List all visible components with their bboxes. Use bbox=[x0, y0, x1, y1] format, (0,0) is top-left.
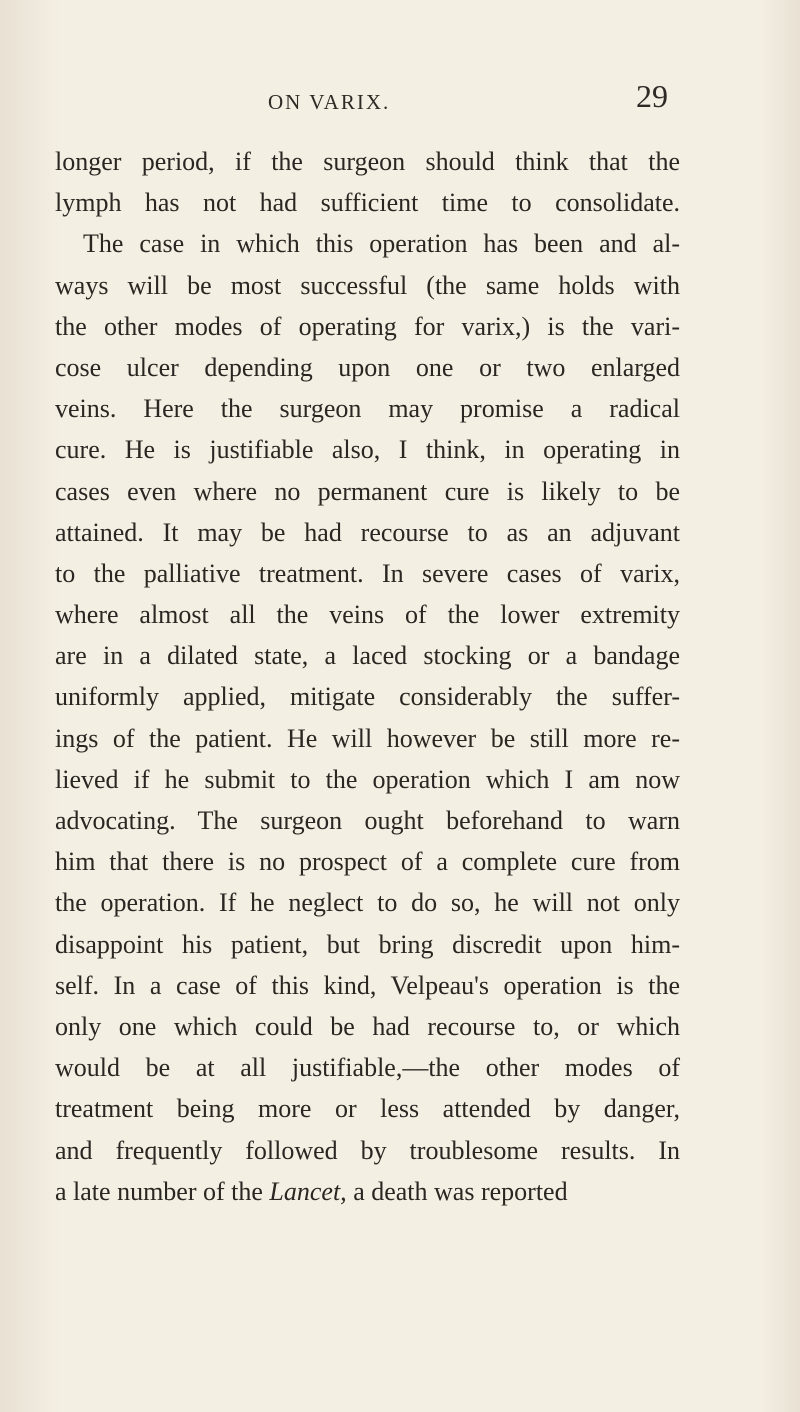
text-line: advocating. The surgeon ought beforehand to warn bbox=[55, 806, 680, 835]
text-line: treatment being more or less attended by danger, bbox=[55, 1094, 680, 1124]
text-line: the other modes of operating for varix,) is the vari- bbox=[55, 311, 680, 341]
text-line-last bbox=[55, 1171, 680, 1212]
text-line: the operation. If he neglect to do so, he will not only bbox=[55, 888, 680, 918]
text-line: lieved if he submit to the operation which I am now bbox=[55, 764, 680, 794]
text-line: disappoint his patient, but bring discredit upon him- bbox=[55, 929, 680, 959]
text-line: to the palliative treatment. In severe cases of varix, bbox=[55, 558, 680, 588]
page-header bbox=[0, 76, 800, 116]
text-line: ways will be most successful (the same holds with bbox=[55, 270, 680, 300]
text-line: cases even where no permanent cure is likely to be bbox=[55, 476, 680, 506]
text-line: attained. It may be had recourse to as an adjuvant bbox=[55, 517, 680, 547]
page-number: 29 bbox=[636, 78, 668, 114]
text-line: cose ulcer depending upon one or two enlarged bbox=[55, 352, 680, 382]
text-line: and frequently followed by troublesome results. In bbox=[55, 1135, 680, 1165]
text-line: would be at all justifiable,—the other modes of bbox=[55, 1053, 680, 1083]
text-line: cure. He is justifiable also, I think, in operating in bbox=[55, 435, 680, 465]
text-line: him that there is no prospect of a complete cure from bbox=[55, 847, 680, 877]
text-line: uniformly applied, mitigate considerably the suffer- bbox=[55, 682, 680, 712]
text-line: ings of the patient. He will however be still more re- bbox=[55, 723, 680, 753]
text-line: only one which could be had recourse to, or which bbox=[55, 1011, 680, 1041]
text-line: where almost all the veins of the lower extremity bbox=[55, 600, 680, 630]
text-line: self. In a case of this kind, Velpeau's operation is the bbox=[55, 970, 680, 1000]
text-line: longer period, if the surgeon should think that the bbox=[55, 147, 680, 176]
text-line: The case in which this operation has been and al- bbox=[83, 229, 680, 259]
body-text bbox=[55, 141, 680, 1212]
text-line: lymph has not had sufficient time to consolidate. bbox=[55, 188, 680, 218]
running-title: ON VARIX. bbox=[268, 90, 391, 114]
text-fragment: a late number of the bbox=[55, 1176, 270, 1206]
text-line: veins. Here the surgeon may promise a radical bbox=[55, 394, 680, 424]
text-fragment: a death was reported bbox=[346, 1176, 568, 1206]
text-line: are in a dilated state, a laced stocking or a bandage bbox=[55, 641, 680, 671]
lancet-journal-title: Lancet, bbox=[269, 1176, 347, 1206]
